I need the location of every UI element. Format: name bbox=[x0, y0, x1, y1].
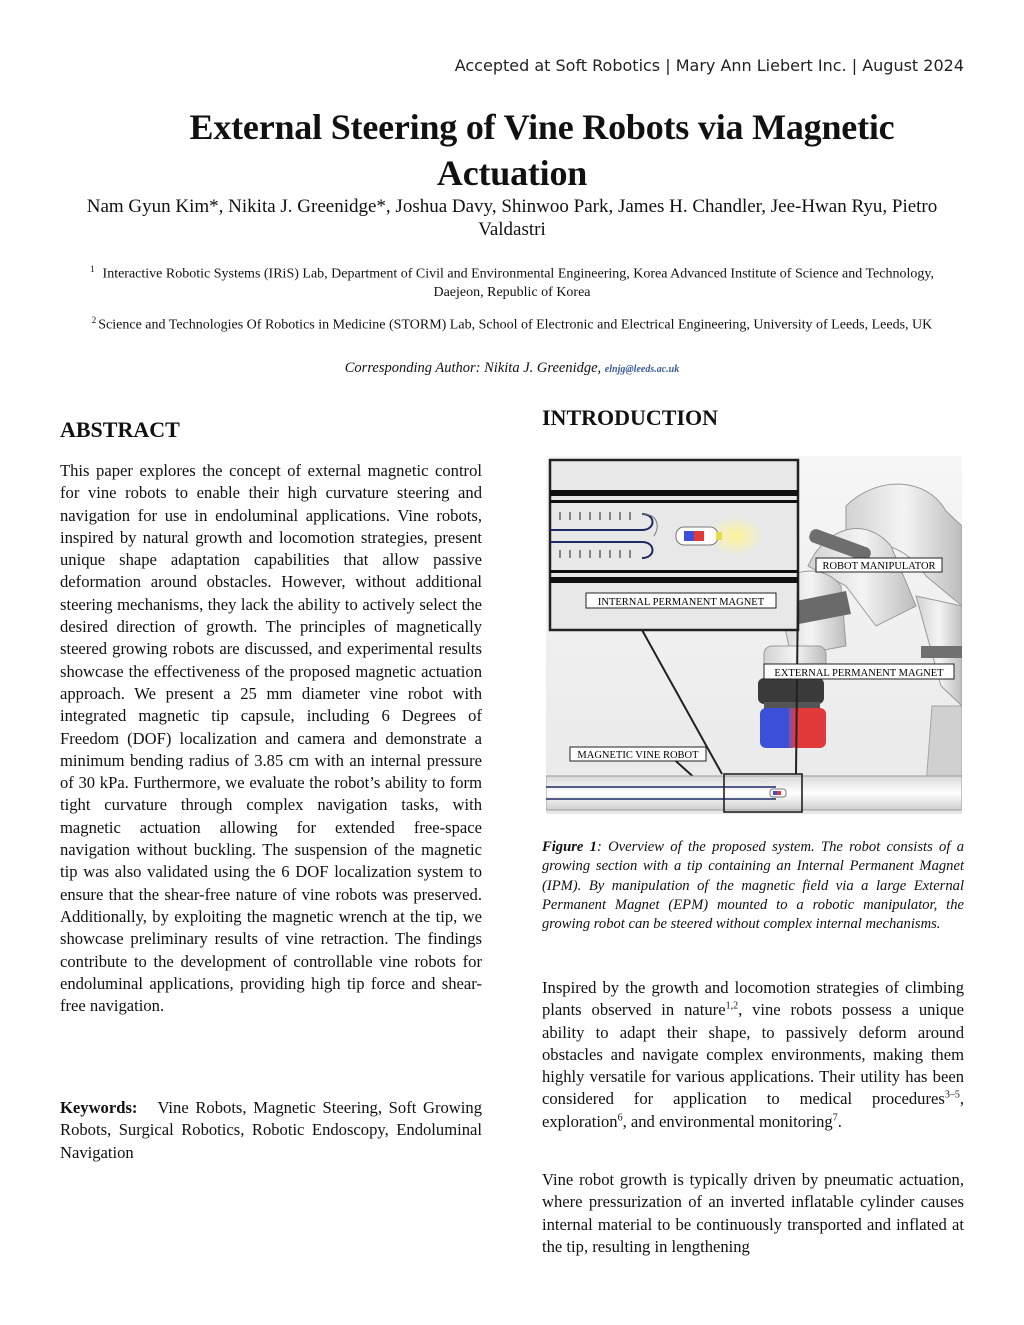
corresponding-label: Corresponding Author: Nikita J. Greenidge, bbox=[344, 360, 602, 376]
figure-1-system-overview bbox=[546, 456, 962, 814]
abstract-text: This paper explores the concept of external magnetic control for vine robots to enable their high curvature steering and navigation for use in endoluminal applications. Vine robots, inspired by natural growth and locomotion strategies, present unique shape adaptation capabilities that allow passive deformation around obstacles. However, without additional steering mechanisms, they lack the ability to actively select the desired direction of growth. The principles of magnetically steered growing robots are discussed, and experimental results showcase the effectiveness of the proposed magnetic actuation approach. We present a 25 mm diameter vine robot with integrated magnetic tip capsule, including 6 Degrees of Freedom (DOF) localization and camera and demonstrate a minimum bending radius of 3.85 cm with an internal pressure of 30 kPa. Furthermore, we evaluate the robot’s ability to form tight curvature through complex navigation tasks, with magnetic actuation allowing for extended free-space navigation without buckling. The suspension of the magnetic tip was also validated using the 6 DOF localization system to ensure that the shear-free nature of vine robots was preserved. Additionally, by exploiting the magnetic wrench at the tip, we showcase preliminary results of vine retraction. The findings contribute to the development of controllable vine robots for endoluminal applications, providing high tip force and shear-free navigation. bbox=[60, 461, 482, 1016]
label-vine-robot bbox=[570, 747, 706, 761]
external-permanent-magnet-illustration bbox=[760, 708, 826, 748]
title-line-2: Actuation bbox=[436, 153, 588, 193]
citation[interactable]: 7 bbox=[832, 1112, 838, 1124]
venue-header: Accepted at Soft Robotics | Mary Ann Liebert Inc. | August 2024 bbox=[454, 56, 964, 75]
citation[interactable]: 6 bbox=[617, 1112, 623, 1124]
citation[interactable]: 1,2 bbox=[725, 1000, 739, 1012]
author-list: Nam Gyun Kim*, Nikita J. Greenidge*, Joshua Davy, Shinwoo Park, James H. Chandler, Jee-Hwan Ryu, Pietro Valdastri bbox=[86, 196, 938, 240]
caption-text: : Overview of the proposed system. The robot consists of a growing section with a tip containing an Internal Permanent Magnet (IPM). By manipulation of the magnetic field via a large External Permanent Magnet (EPM) mounted to a robotic manipulator, the growing robot can be steered without complex internal mechanisms. bbox=[542, 839, 964, 933]
affiliation-text: Interactive Robotic Systems (IRiS) Lab, Department of Civil and Environmental Engineering, Korea Advanced Institute of Science and Technology, Daejeon, Republic of Korea bbox=[102, 266, 934, 300]
abstract-heading: ABSTRACT bbox=[60, 417, 180, 442]
caption-label: Figure 1 bbox=[542, 839, 597, 855]
vine-robot-tube bbox=[546, 774, 962, 812]
corresponding-email-link[interactable]: elnjg@leeds.ac.uk bbox=[604, 364, 680, 375]
affiliation-mark: 2 bbox=[91, 315, 97, 325]
keywords-label: Keywords: bbox=[60, 1098, 138, 1117]
figure-1-caption bbox=[542, 838, 964, 934]
label-vine-robot-text: MAGNETIC VINE ROBOT bbox=[577, 750, 699, 761]
text-run: , and environmental monitoring bbox=[622, 1111, 833, 1131]
affiliation-text: Science and Technologies Of Robotics in Medicine (STORM) Lab, School of Electronic and Electrical Engineering, University of Leeds, Leeds, UK bbox=[98, 317, 933, 333]
affiliation-mark: 1 bbox=[90, 264, 95, 274]
citation[interactable]: 3–5 bbox=[944, 1089, 960, 1101]
keywords bbox=[60, 1097, 482, 1164]
text-run: , exploration bbox=[542, 1089, 964, 1131]
label-robot-manipulator-text: ROBOT MANIPULATOR bbox=[822, 561, 936, 572]
corresponding-author bbox=[60, 360, 964, 377]
label-external-magnet bbox=[764, 664, 954, 679]
introduction-heading: INTRODUCTION bbox=[542, 405, 719, 430]
title-line-1: External Steering of Vine Robots via Magnetic bbox=[189, 107, 895, 147]
label-internal-magnet bbox=[586, 593, 776, 608]
affiliation-1 bbox=[70, 260, 954, 302]
paper-title bbox=[60, 104, 964, 196]
label-external-magnet-text: EXTERNAL PERMANENT MAGNET bbox=[774, 668, 944, 679]
label-internal-magnet-text: INTERNAL PERMANENT MAGNET bbox=[597, 597, 765, 608]
text-run: . bbox=[837, 1111, 842, 1131]
text-run: , vine robots possess a unique ability to adapt their shape, to passively deform around obstacles and navigate complex environments, making them highly versatile for various applications. Their utility has been considered for application to medical procedures bbox=[542, 1000, 964, 1109]
label-robot-manipulator bbox=[816, 558, 942, 572]
intro-paragraph-1 bbox=[542, 977, 964, 1133]
intro-paragraph-2: Vine robot growth is typically driven by pneumatic actuation, where pressurization of an inverted inflatable cylinder causes internal material to be continuously transported and inflated at the tip, resulting in lengthening bbox=[542, 1170, 964, 1256]
affiliation-2 bbox=[70, 311, 954, 335]
text-run: Inspired by the growth and locomotion strategies of climbing plants observed in nature bbox=[542, 978, 964, 1020]
keywords-text: Vine Robots, Magnetic Steering, Soft Growing Robots, Surgical Robotics, Robotic Endoscopy, Endoluminal Navigation bbox=[60, 1098, 482, 1162]
robot-base bbox=[926, 706, 962, 786]
